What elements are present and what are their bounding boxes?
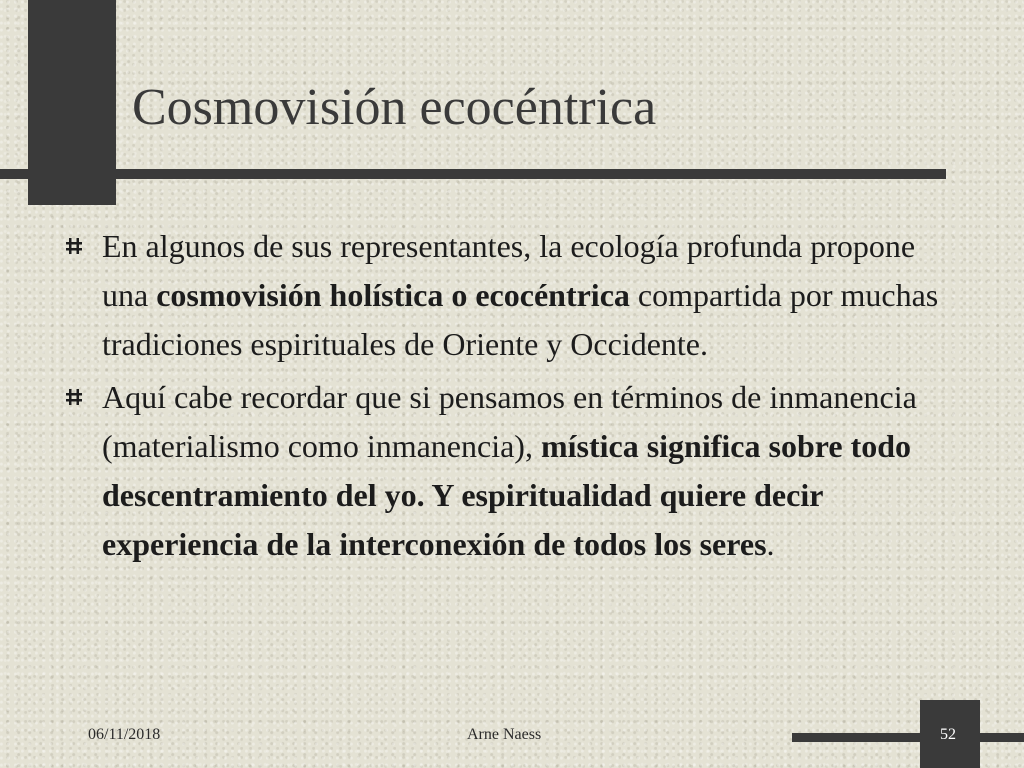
slide-title: Cosmovisión ecocéntrica	[132, 79, 657, 136]
title-divider-line	[0, 169, 946, 179]
hash-grid-icon	[66, 388, 82, 406]
footer-divider-line	[792, 733, 1024, 742]
bullet-item	[62, 222, 952, 369]
bullet-text-regular: Aquí cabe recordar que si pensamos en términos de inmanencia (materialismo como inmanencia),	[102, 379, 917, 464]
page-number: 52	[940, 726, 956, 743]
bullet-text-bold: mística significa sobre todo descentramiento del yo. Y espiritualidad quiere decir experiencia de la interconexión de todos los seres	[102, 428, 912, 562]
footer-author: Arne Naess	[467, 726, 542, 743]
bullet-text-regular: En algunos de sus representantes, la ecología profunda propone una	[102, 228, 916, 313]
bullet-text-regular: compartida por muchas tradiciones espirituales de Oriente y Occidente.	[102, 277, 939, 362]
hash-grid-icon	[66, 237, 82, 255]
bullet-item	[62, 373, 952, 569]
bullet-text-bold: cosmovisión holística o ecocéntrica	[156, 277, 630, 313]
bullet-list	[62, 222, 952, 573]
bullet-text-regular: .	[766, 526, 775, 562]
footer-date: 06/11/2018	[88, 726, 161, 743]
